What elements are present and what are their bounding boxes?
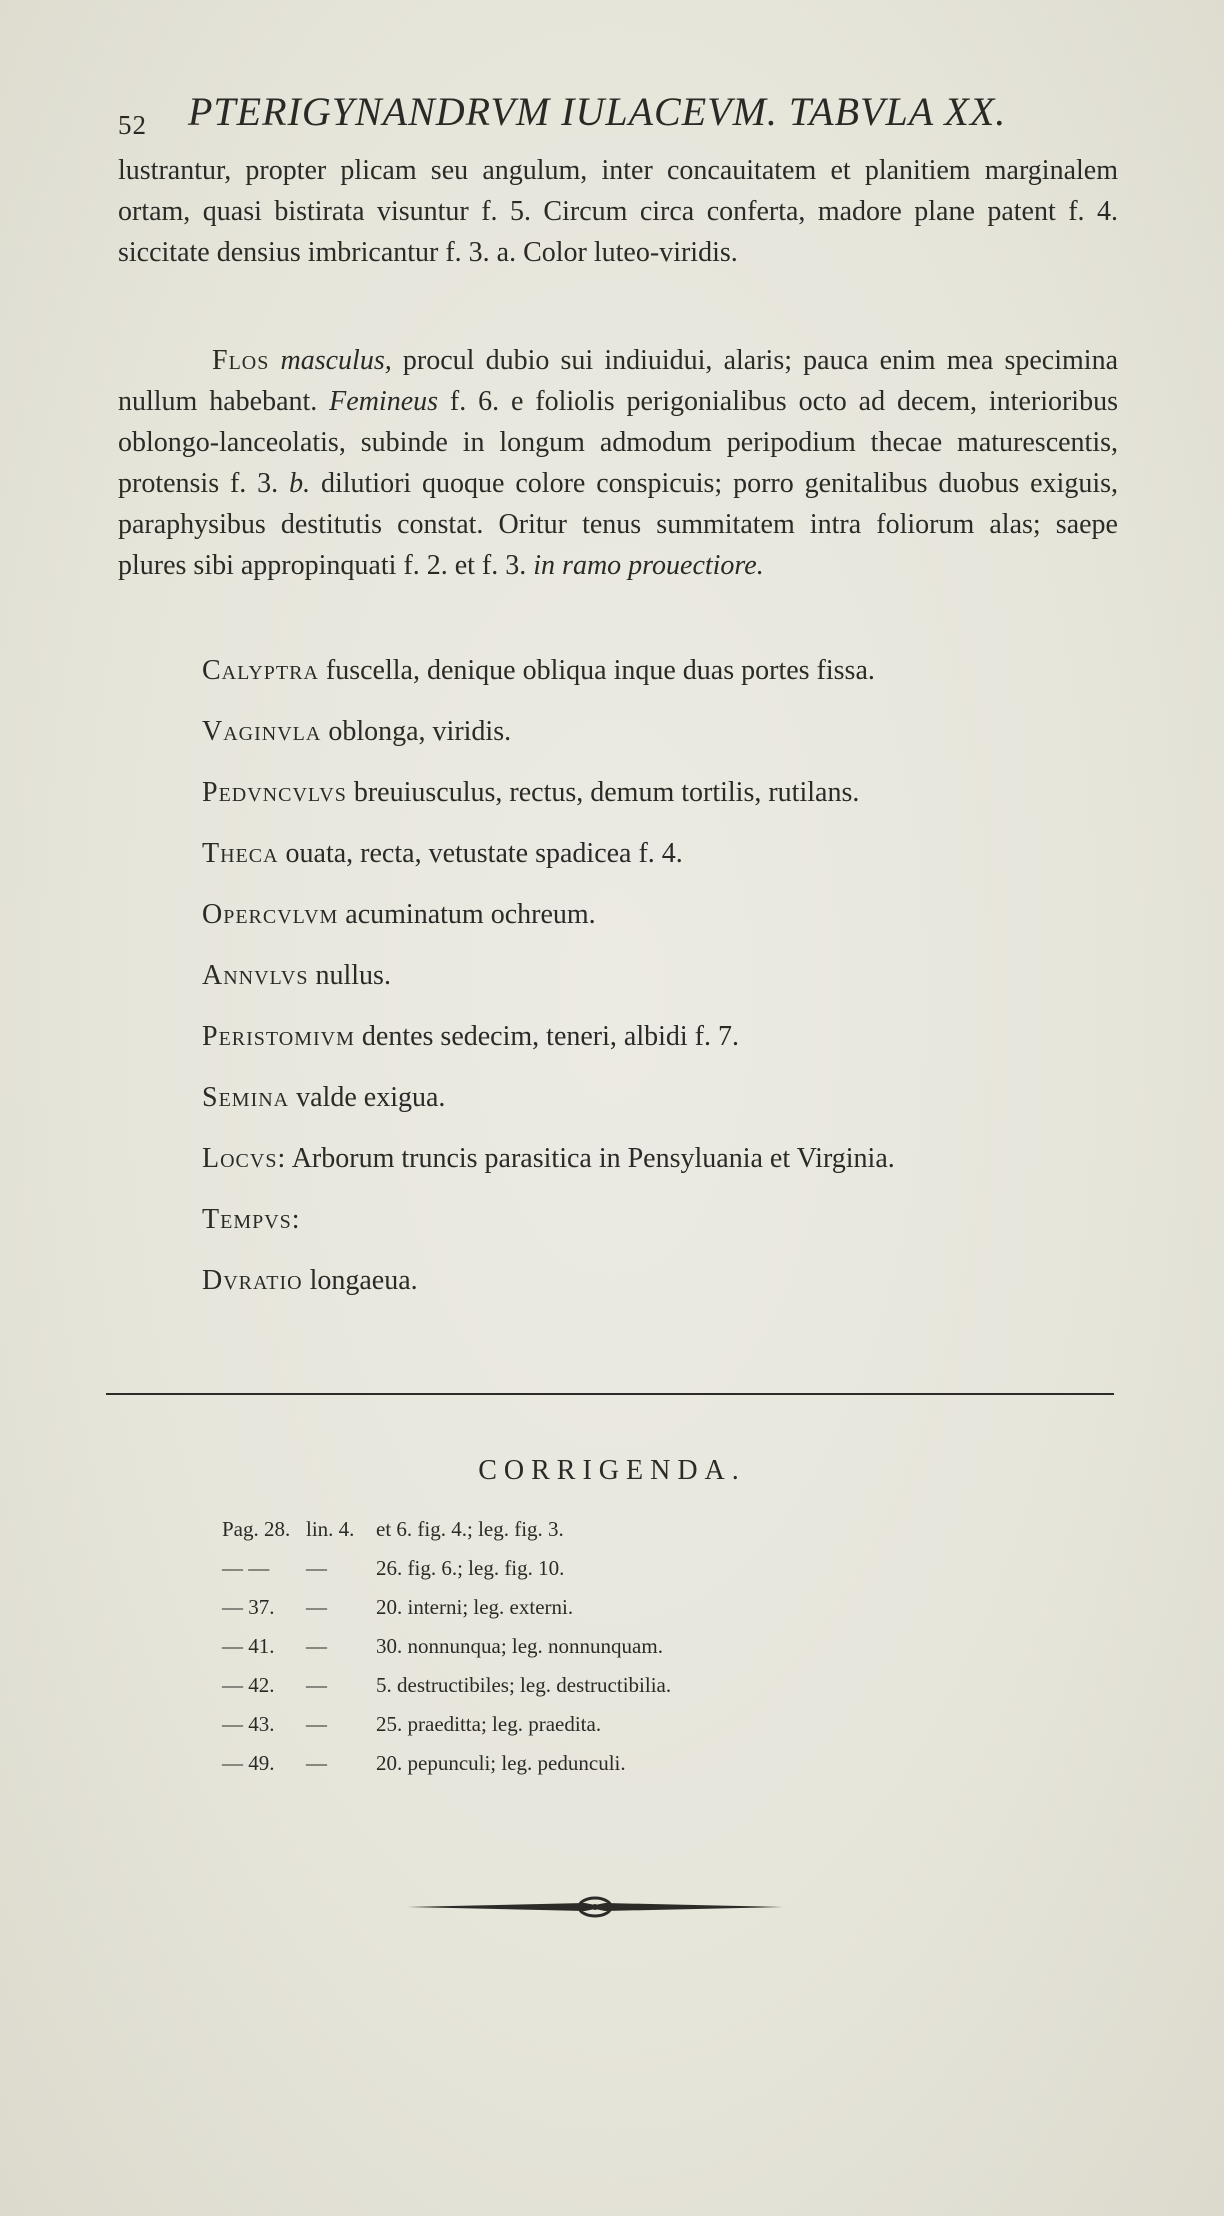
flos-italic-b: b. (289, 468, 311, 499)
page-number: 52 (118, 110, 147, 140)
character-peristomium: Peristomivm dentes sedecim, teneri, albidi f. 7. (202, 1021, 739, 1052)
flos-text-2: f. 6. e foliolis perigonialibus octo ad decem, interioribus oblongo-lanceolatis, subinde in longum admodum peripodium thecae maturescentis, protensis f. 3. (118, 386, 1118, 499)
character-operculum: Opercvlvm acuminatum ochreum. (202, 899, 596, 930)
flos-text-3: dilutiori quoque colore conspicuis; porro genitalibus duobus exiguis, paraphysibus destitutis constat. Oritur tenus summitatem intra foliorum alas; saepe plures sibi appropinquati f. 2. et f. 3. (118, 468, 1119, 581)
paragraph-leaves: lustrantur, propter plicam seu angulum, inter concauitatem et planitiem marginalem ortam, quasi bistirata visuntur f. 5. Circum circa conferta, madore plane patent f. 4. siccitate densius imbricantur f. 3. a. Color luteo-viridis. (118, 155, 1118, 268)
character-vaginula: Vaginvla oblonga, viridis. (202, 716, 512, 747)
document-page: 52 PTERIGYNANDRVM IULACEVM. TABVLA XX. lustrantur, propter plicam seu angulum, inter concauitatem et planitiem marginalem ortam, quasi bistirata visuntur f. 5. Circum circa conferta, madore plane patent f. 4. siccitate densius imbricantur f. 3. a. Color luteo-viridis. Flos masculus, procul dubio sui indiuidui, alaris; pauca enim mea specimina nullum habebant. Femineus f. 6. e foliolis perigonialibus octo ad decem, interioribus oblongo-lanceolatis, subinde in longum admodum peripodium thecae maturescentis, protensis f. 3. b. dilutiori quoque colore conspicuis; porro genitalibus duobus exiguis, paraphysibus destitutis constat. Oritur tenus summitatem intra foliorum alas; saepe plures sibi appropinquati f. 2. et f. 3. in ramo prouectiore. Calyptra fuscella, denique obliqua inque duas portes fissa. Vaginvla oblonga, viridis. Pedvncvlvs breuiusculus, rectus, demum tortilis, rutilans. Theca ouata, recta, vetustate spadicea f. 4. Opercvlvm acuminatum ochreum. Annvlvs nullus. Peristomivm dentes sedecim, teneri, albidi f. 7. Semina valde exigua. Locvs: Arborum truncis parasitica in Pensyluania et Virginia. Tempvs: Dvratio longaeua. CORRIGENDA. Pag. 28. lin. 4. et 6. fig. 4.; leg. fig. 3. — — — 26. fig. 6.; leg. fig. 10. — 37. — 20. interni; leg. externi. — 41. — 30. nonnunqua; leg. nonnunquam. — 42. — 5. destructibiles; leg. destructibilia. — 43. — 25. praeditta; leg. praedita. — 49. — 20. pepunculi; leg. pedunculi. (0, 0, 1224, 2216)
corrigenda-title: CORRIGENDA. (478, 1455, 746, 1486)
character-duratio: Dvratio longaeua. (202, 1265, 418, 1296)
flos-italic-ramo: in ramo prouectiore. (533, 550, 764, 581)
character-theca: Theca ouata, recta, vetustate spadicea f. 4. (202, 838, 683, 869)
paragraph-flos (118, 340, 1118, 586)
character-pedunculus: Pedvncvlvs breuiusculus, rectus, demum tortilis, rutilans. (202, 777, 860, 808)
section-rule (106, 1393, 1114, 1395)
page-header (118, 88, 1118, 148)
flos-italic-femineus: Femineus (329, 386, 439, 417)
character-annulus: Annvlvs nullus. (202, 960, 391, 991)
character-semina: Semina valde exigua. (202, 1082, 446, 1113)
flos-text-1: procul dubio sui indiuidui, alaris; pauca enim mea specimina nullum habebant. (118, 345, 1118, 417)
character-list (202, 640, 1122, 1311)
character-locus: Locvs: Arborum truncis parasitica in Pensyluania et Virginia. (202, 1143, 895, 1174)
flos-label: Flos (212, 345, 270, 376)
running-title: PTERIGYNANDRVM IULACEVM. TABVLA XX. (188, 89, 1007, 134)
ornament-rule (405, 1892, 785, 1922)
character-calyptra: Calyptra fuscella, denique obliqua inque duas portes fissa. (202, 655, 875, 686)
character-tempus: Tempvs: (202, 1204, 301, 1235)
flos-italic-masculus: masculus, (280, 345, 392, 376)
